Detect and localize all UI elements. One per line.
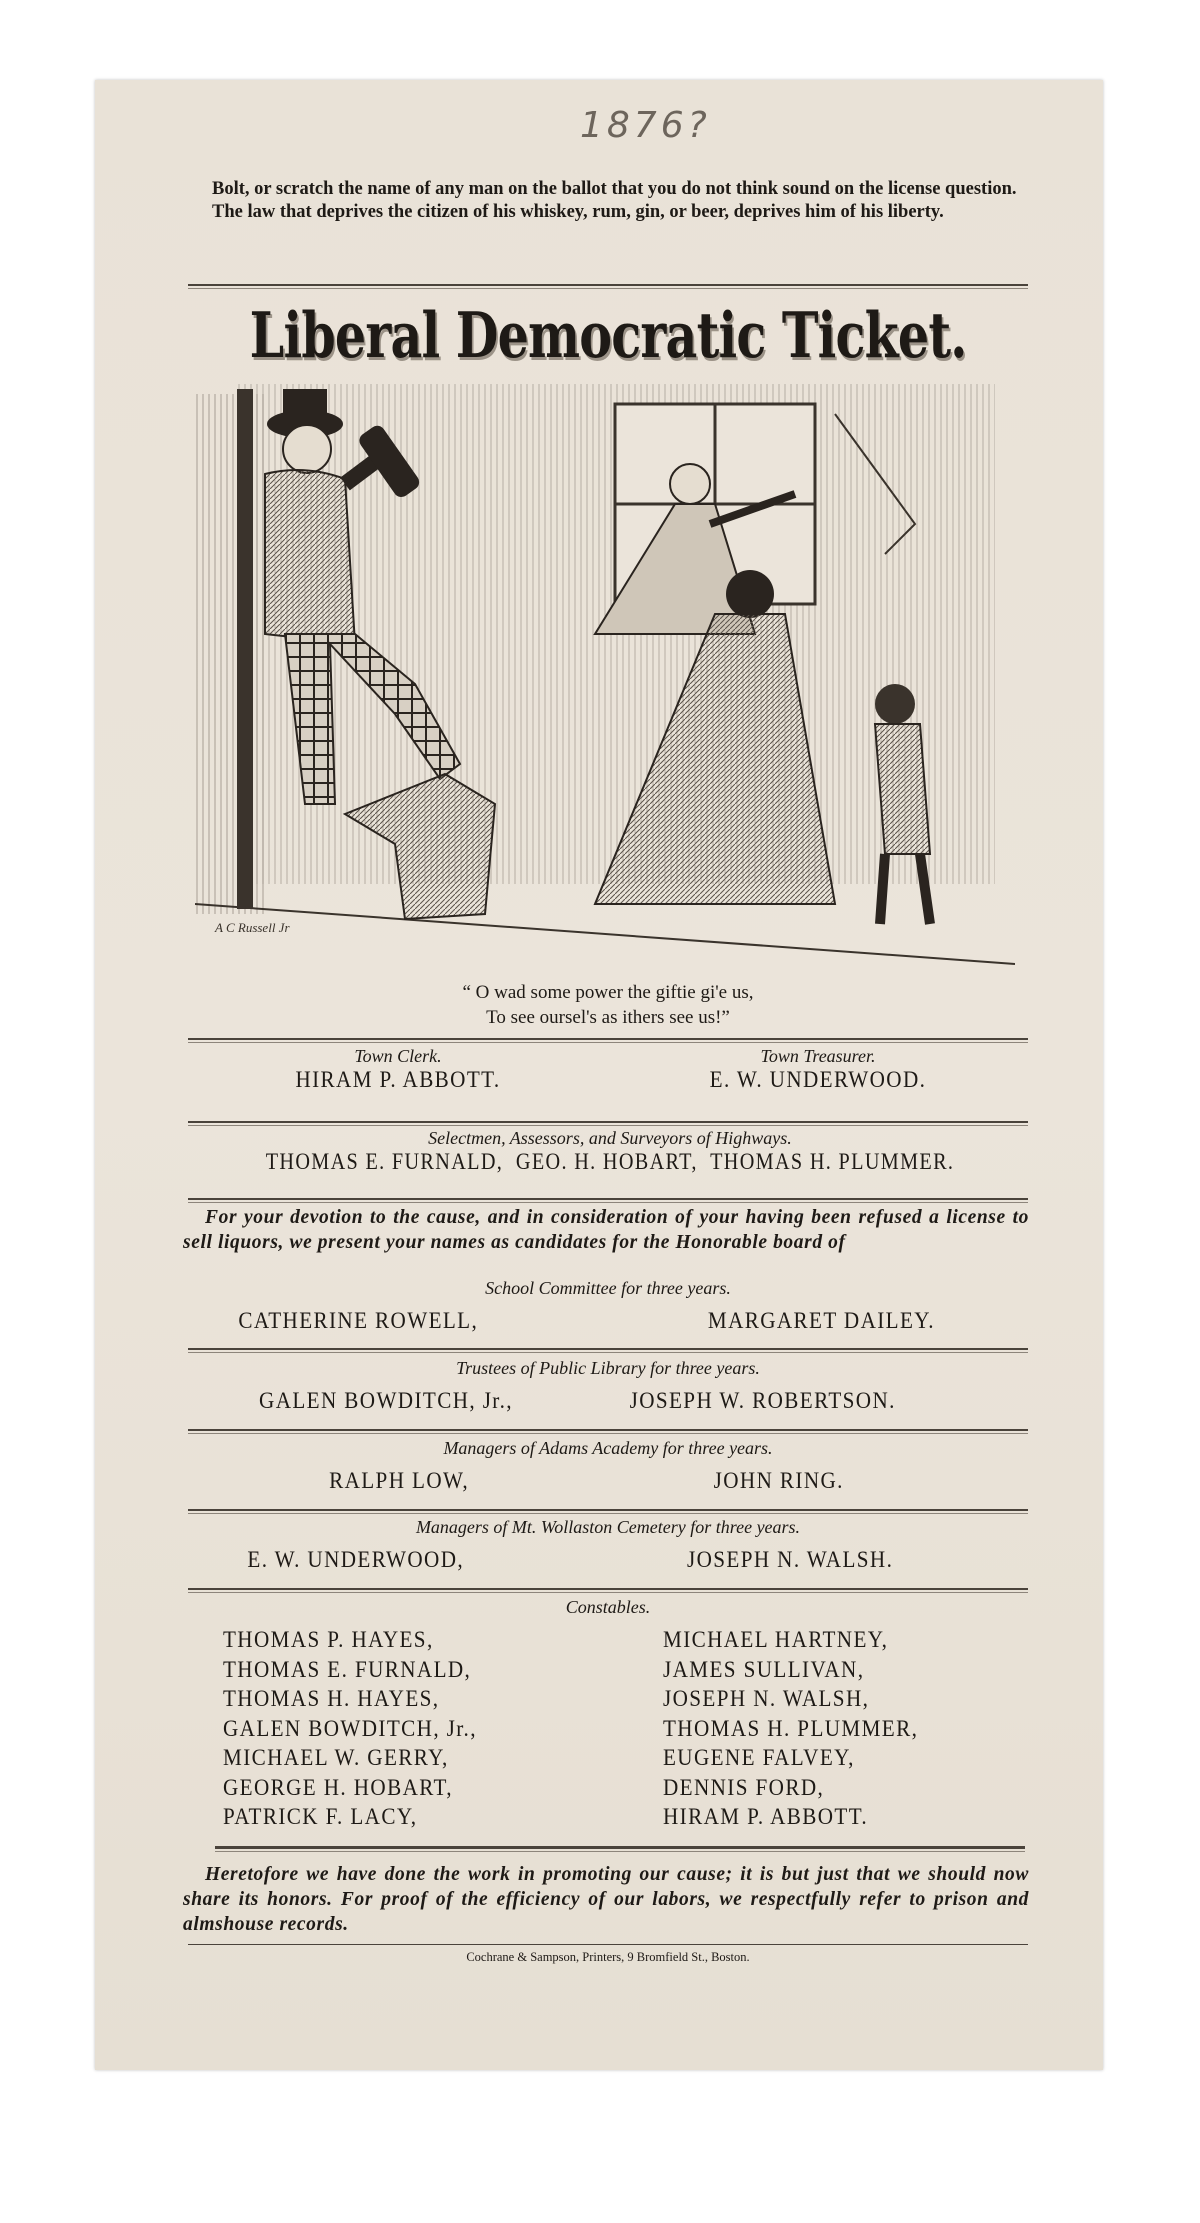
candidate-name: MARGARET DAILEY. [707, 1308, 935, 1333]
divider [188, 1509, 1028, 1514]
candidate-name: GALEN BOWDITCH, Jr., [259, 1388, 513, 1413]
constables-right-column [663, 1625, 940, 1832]
constable-name: GALEN BOWDITCH, Jr., [223, 1715, 477, 1741]
candidate-name: CATHERINE ROWELL, [238, 1308, 479, 1333]
board-label: Managers of Mt. Wollaston Cemetery for three years. [415, 1517, 801, 1537]
board-wollaston-cemetery [188, 1517, 1028, 1572]
town-clerk-section [188, 1046, 608, 1093]
page-title-container [150, 298, 1066, 374]
constable-name: JOSEPH N. WALSH, [663, 1686, 870, 1711]
divider [188, 1944, 1028, 1947]
constable-name: DENNIS FORD, [663, 1774, 825, 1800]
constable-name: MICHAEL W. GERRY, [223, 1745, 449, 1770]
poem-quote [188, 980, 1028, 1030]
handwritten-date: 1876? [580, 105, 711, 146]
constable-name: THOMAS H. PLUMMER, [663, 1715, 919, 1741]
constable-name: HIRAM P. ABBOTT. [663, 1804, 869, 1829]
divider [188, 1121, 1028, 1126]
office-label: Town Clerk. [354, 1046, 442, 1066]
page-title: Liberal Democratic Ticket. [249, 299, 967, 373]
engraving-illustration [195, 384, 1015, 974]
intro-line: The law that deprives the citizen of his whiskey, rum, gin, or beer, deprives him of his liberty. [212, 202, 944, 222]
constable-name: PATRICK F. LACY, [223, 1804, 418, 1829]
town-treasurer-section [608, 1046, 1028, 1093]
constable-name: GEORGE H. HOBART, [223, 1774, 453, 1800]
quote-line: To see oursel's as ithers see us!” [486, 1007, 730, 1028]
constables-left-column [223, 1625, 499, 1832]
constables-section [188, 1597, 1028, 1829]
constable-name: THOMAS E. FURNALD, [223, 1656, 472, 1682]
constable-name: THOMAS H. HAYES, [223, 1686, 440, 1711]
quote-line: “ O wad some power the giftie gi'e us, [462, 982, 754, 1003]
board-label: Trustees of Public Library for three years. [456, 1358, 760, 1378]
closing-paragraph: Heretofore we have done the work in promoting our cause; it is but just that we should now share its honors. For proof of the efficiency of our labors, we respectfully refer to prison and almshouse records. [183, 1864, 1029, 1935]
svg-text:A C Russell Jr: A C Russell Jr [215, 920, 290, 935]
divider [188, 1429, 1028, 1434]
candidate-name: E. W. UNDERWOOD, [247, 1547, 465, 1572]
board-school-committee [188, 1278, 1028, 1333]
candidate-names: THOMAS E. FURNALD, GEO. H. HOBART, THOMAS H. PLUMMER. [265, 1149, 955, 1174]
constable-name: MICHAEL HARTNEY, [663, 1627, 889, 1652]
office-label: Town Treasurer. [760, 1046, 876, 1066]
board-adams-academy [188, 1438, 1028, 1493]
divider [188, 1588, 1028, 1593]
candidate-name: JOHN RING. [713, 1468, 844, 1493]
office-label: Selectmen, Assessors, and Surveyors of Highways. [428, 1128, 792, 1148]
candidate-name: HIRAM P. ABBOTT. [295, 1067, 501, 1092]
intro-line: Bolt, or scratch the name of any man on the ballot that you do not think sound on the license question. [212, 179, 1017, 199]
divider [188, 1198, 1028, 1203]
divider [188, 284, 1028, 289]
candidate-name: JOSEPH N. WALSH. [686, 1547, 894, 1572]
board-label: Managers of Adams Academy for three years. [443, 1438, 773, 1458]
intro-text [190, 178, 1026, 224]
divider [188, 1038, 1028, 1043]
candidate-name: JOSEPH W. ROBERTSON. [629, 1388, 896, 1413]
candidate-name: RALPH LOW, [329, 1468, 470, 1493]
printer-credit: Cochrane & Sampson, Printers, 9 Bromfield St., Boston. [466, 1950, 750, 1964]
candidate-name: E. W. UNDERWOOD. [709, 1067, 927, 1092]
selectmen-section [180, 1128, 1040, 1175]
board-label: School Committee for three years. [485, 1278, 731, 1298]
constable-name: EUGENE FALVEY, [663, 1745, 855, 1770]
divider [215, 1846, 1025, 1852]
office-label: Constables. [565, 1597, 651, 1617]
constable-name: THOMAS P. HAYES, [223, 1627, 434, 1652]
divider [188, 1348, 1028, 1353]
devotion-paragraph: For your devotion to the cause, and in consideration of your having been refused a license to sell liquors, we present your names as candidates for the Honorable board of [183, 1207, 1029, 1253]
constable-name: JAMES SULLIVAN, [663, 1656, 865, 1682]
board-public-library [188, 1358, 1028, 1413]
